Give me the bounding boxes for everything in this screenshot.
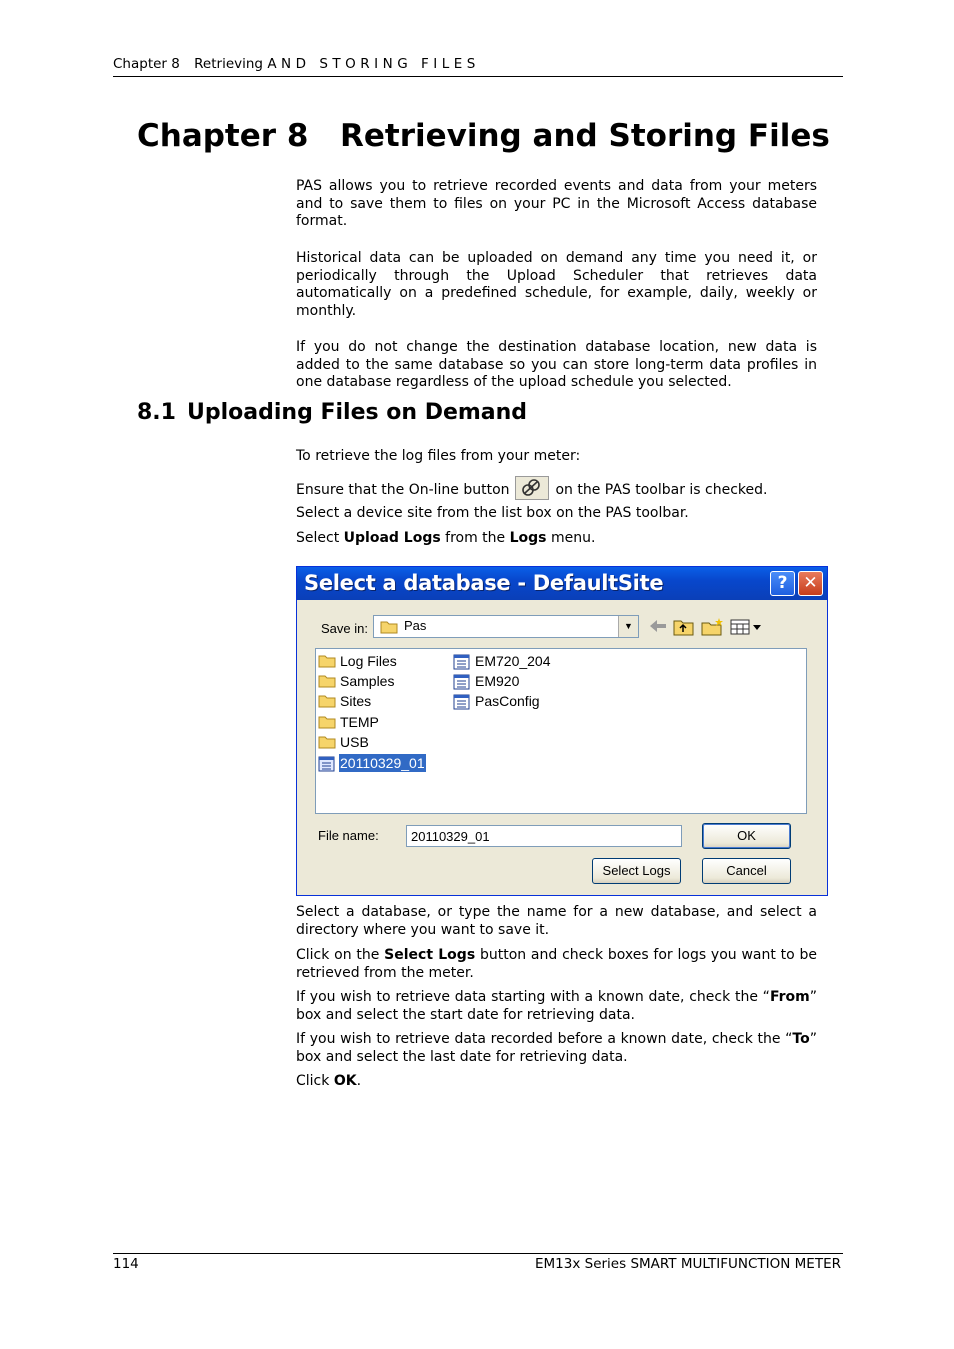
section-title (137, 400, 527, 425)
chapter-name: Retrieving and Storing Files (340, 118, 830, 154)
list-item-label: PasConfig (475, 693, 540, 709)
file-list[interactable] (315, 648, 807, 814)
text: Click on the (296, 947, 385, 963)
step3-bold-upload-logs: Upload Logs (343, 530, 441, 546)
chapter-title (137, 118, 830, 154)
text: If you wish to retrieve data recorded before a known date, check the “ (296, 1031, 793, 1047)
step1-text-before: Ensure that the On-line button (296, 482, 510, 498)
text: ” box and select the last date for retrieving data. (296, 1031, 817, 1065)
text: button and check boxes for logs you want to be retrieved from the meter. (296, 947, 817, 981)
chevron-down-icon[interactable]: ▼ (618, 616, 638, 637)
section-number: 8.1 (137, 400, 176, 425)
bold-to: To (792, 1031, 810, 1047)
running-header-title-first: Retrieving (194, 56, 264, 72)
running-header-chapter: Chapter 8 (113, 56, 180, 72)
new-folder-icon[interactable] (701, 618, 725, 639)
cancel-button[interactable]: Cancel (702, 858, 791, 884)
step3-text: menu. (546, 530, 596, 546)
folder-icon (318, 654, 336, 672)
section-name: Uploading Files on Demand (187, 400, 528, 425)
chapter-number: Chapter 8 (137, 118, 309, 154)
running-header (113, 56, 843, 77)
folder-icon (318, 694, 336, 712)
step3-text: Select (296, 530, 344, 546)
folder-icon (318, 735, 336, 753)
ok-button[interactable]: OK (702, 823, 791, 849)
intro-paragraph-2: Historical data can be uploaded on demand any time you need it, or periodically through the Upload Scheduler that retrieves data automatically on a predefined schedule, for example, daily, weekly or monthly. (296, 250, 817, 319)
save-in-label: Save in: (321, 621, 368, 636)
select-logs-button[interactable]: Select Logs (592, 858, 681, 884)
footer-rule (113, 1253, 843, 1254)
help-button[interactable]: ? (770, 571, 795, 596)
save-in-value: Pas (404, 618, 427, 633)
bold-select-logs: Select Logs (384, 947, 476, 963)
up-folder-icon[interactable] (673, 618, 695, 639)
step-online-button (296, 476, 817, 502)
after-paragraph-5 (296, 1073, 817, 1091)
step3-text: from the (440, 530, 510, 546)
bold-from: From (769, 989, 810, 1005)
list-item-label: TEMP (340, 714, 379, 730)
file-name-input[interactable] (406, 825, 682, 847)
save-in-combo[interactable] (373, 615, 639, 638)
step3-bold-logs: Logs (509, 530, 547, 546)
back-arrow-icon[interactable] (648, 618, 668, 637)
running-header-title-rest: AND STORING FILES (267, 56, 480, 72)
dialog-titlebar[interactable] (297, 567, 827, 600)
step1-text-after: on the PAS toolbar is checked. (555, 482, 768, 498)
list-item-label: USB (340, 734, 369, 750)
text: ” box and select the start date for retrieving data. (296, 989, 817, 1023)
product-name: EM13x Series SMART MULTIFUNCTION METER (535, 1256, 841, 1272)
database-file-icon (318, 756, 336, 776)
after-paragraph-2 (296, 947, 817, 982)
after-paragraph-1: Select a database, or type the name for a new database, and select a directory where you want to save it. (296, 904, 817, 938)
folder-icon (318, 674, 336, 692)
database-file-icon (453, 694, 471, 714)
text: Click (296, 1073, 334, 1089)
database-file-icon (453, 674, 471, 694)
page-number: 114 (113, 1256, 139, 1272)
dialog-title: Select a database - DefaultSite (304, 571, 664, 595)
list-item-label: Samples (340, 673, 395, 689)
text: . (356, 1073, 362, 1089)
list-item-label: 20110329_01 (340, 755, 425, 771)
intro-paragraph-3: If you do not change the destination database location, new data is added to the same database so you can store long-term data profiles in one database regardless of the upload schedule you selected. (296, 339, 817, 391)
list-item-label: Sites (340, 693, 372, 709)
step-upload-logs (296, 530, 817, 548)
step-select-site: Select a device site from the list box on the PAS toolbar. (296, 505, 689, 521)
bold-ok: OK (333, 1073, 357, 1089)
folder-icon (318, 715, 336, 733)
select-database-dialog (296, 566, 828, 896)
after-paragraph-4 (296, 1031, 817, 1066)
text: If you wish to retrieve data starting with a known date, check the “ (296, 989, 770, 1005)
database-file-icon (453, 654, 471, 674)
steps-intro: To retrieve the log files from your meter: (296, 448, 581, 464)
view-menu-icon[interactable] (730, 618, 764, 639)
list-item-label: EM920 (475, 673, 520, 689)
file-name-label: File name: (318, 828, 379, 843)
after-paragraph-3 (296, 989, 817, 1024)
online-button-icon (515, 476, 549, 500)
close-button[interactable]: ✕ (798, 571, 823, 596)
list-item-label: Log Files (340, 653, 397, 669)
intro-paragraph-1: PAS allows you to retrieve recorded events and data from your meters and to save them to files on your PC in the Microsoft Access database format. (296, 178, 817, 230)
folder-icon (380, 620, 398, 637)
list-item-label: EM720_204 (475, 653, 551, 669)
